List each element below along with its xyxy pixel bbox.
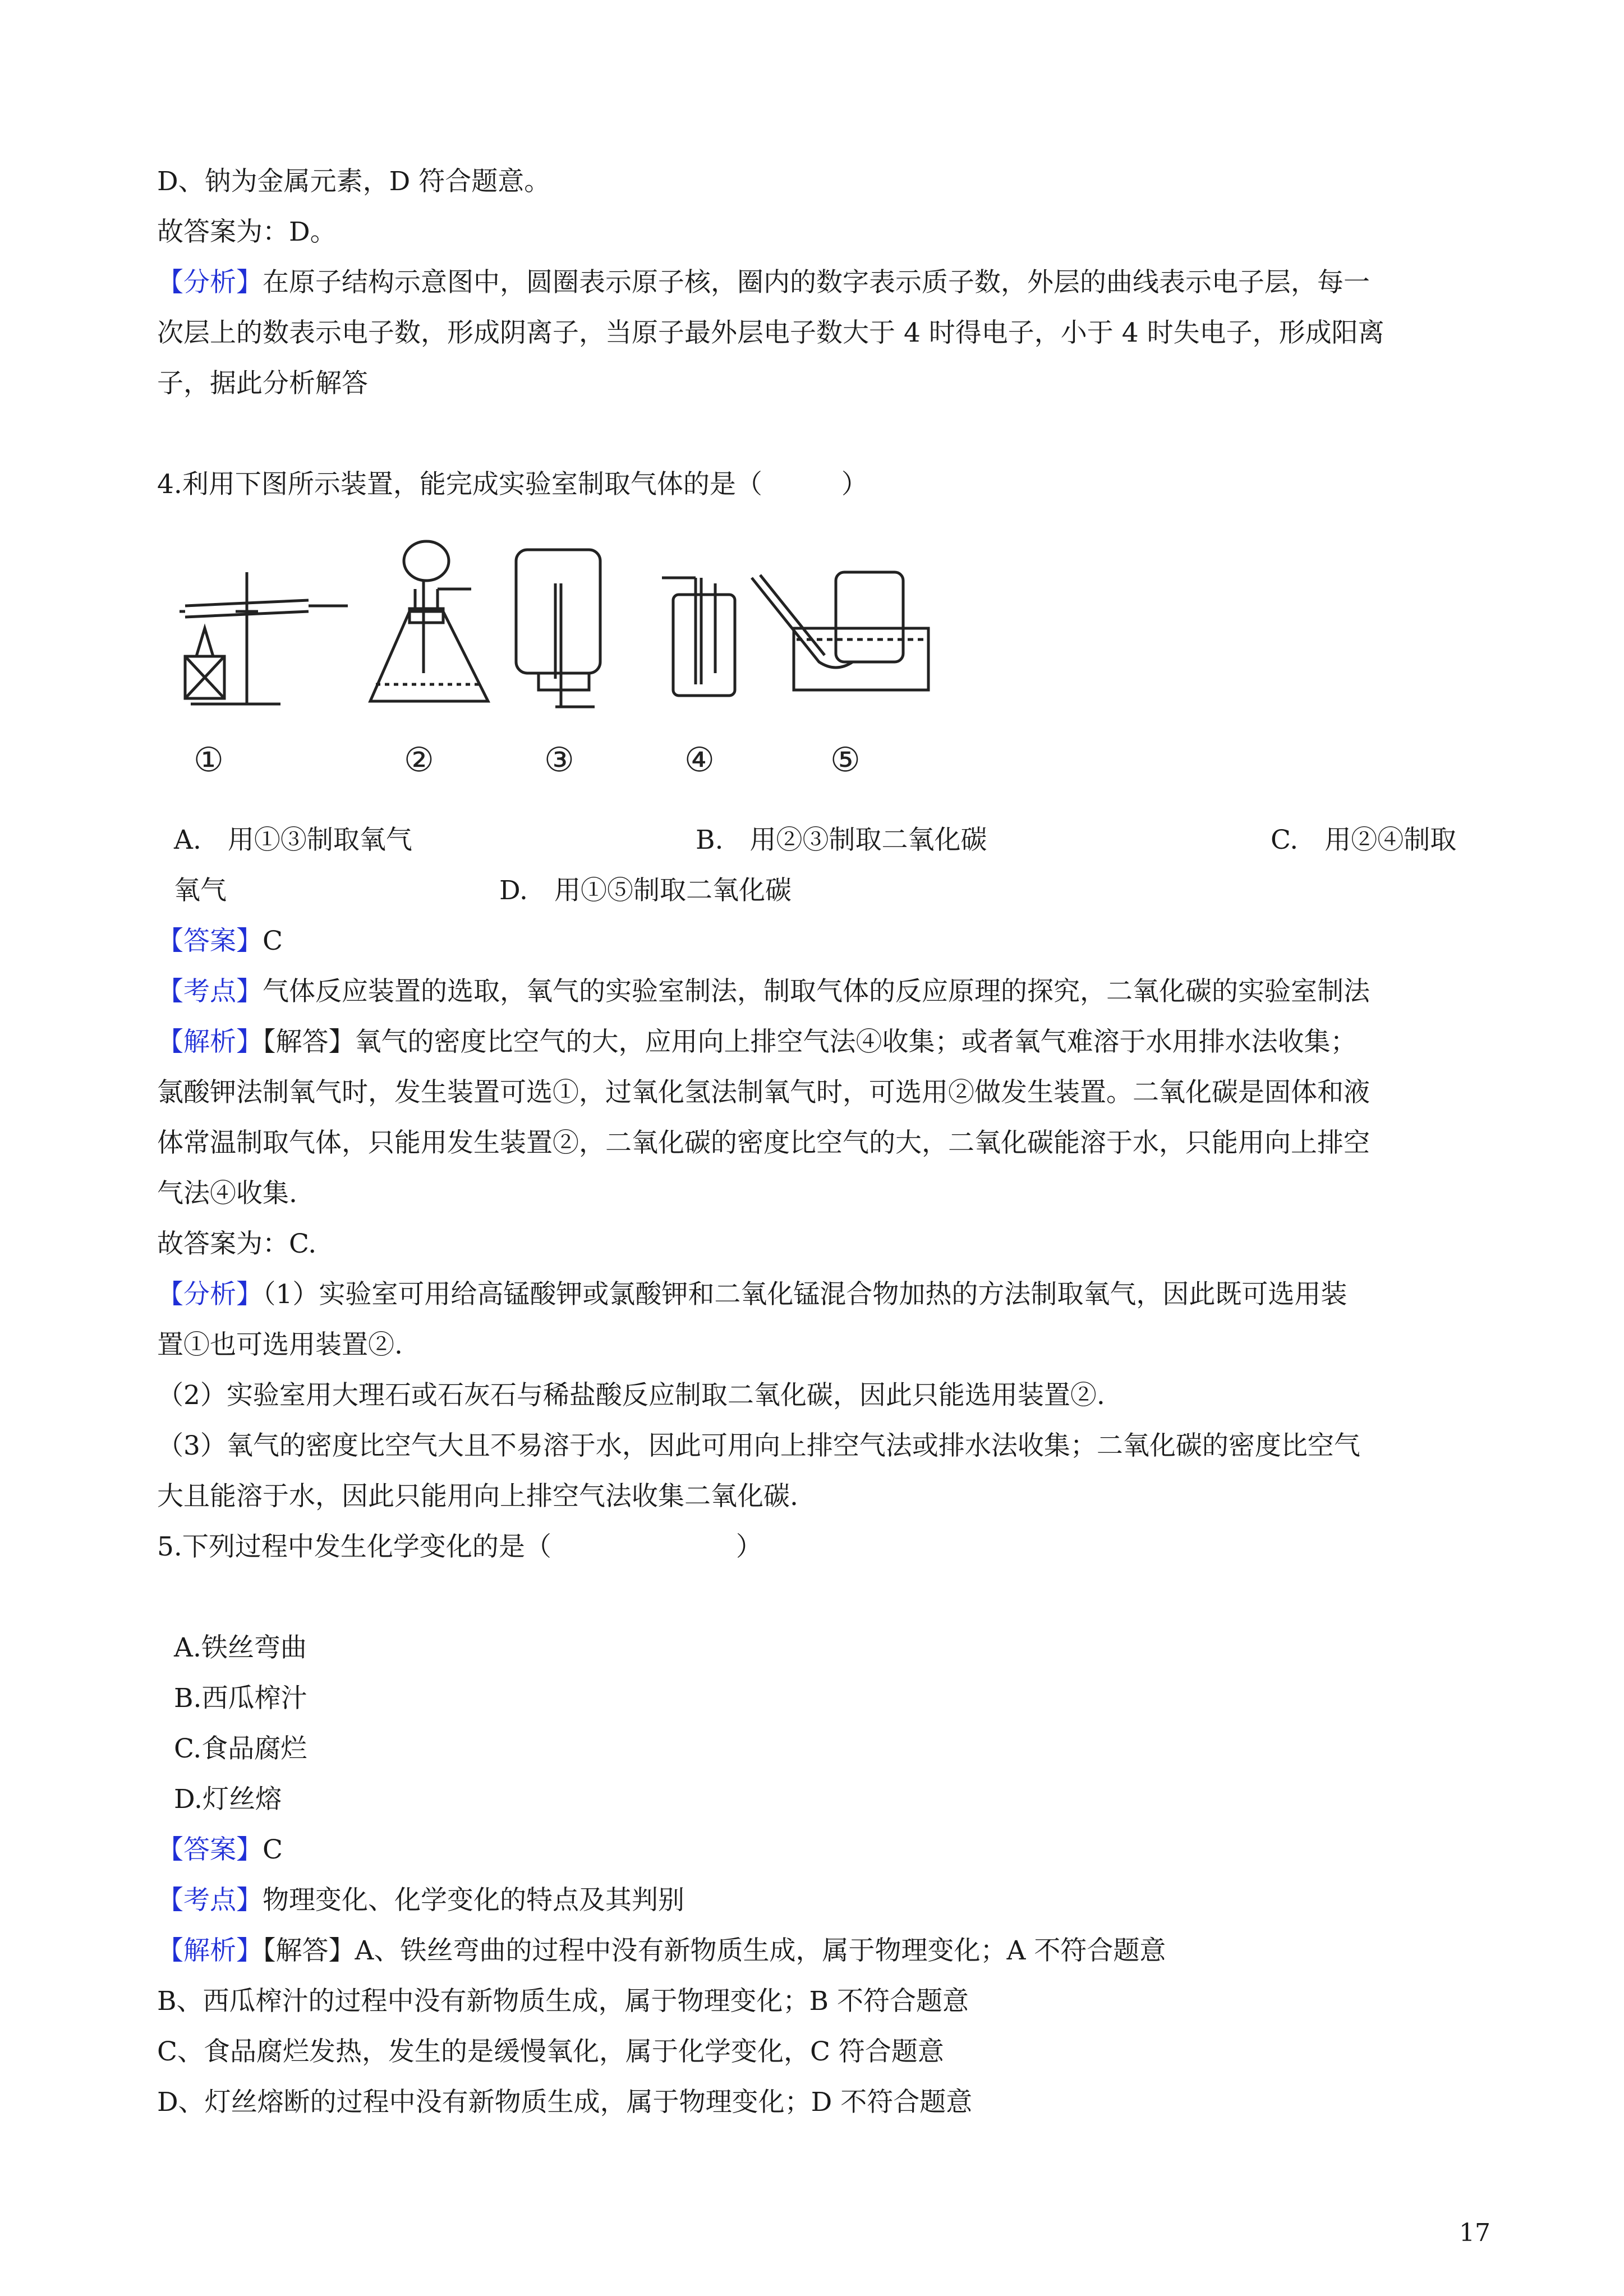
knowledge-point-tag: 【考点】: [157, 976, 263, 1007]
figure-label: ④: [684, 740, 715, 780]
answer-value: C: [263, 926, 283, 956]
knowledge-point-text: 气体反应装置的选取，氧气的实验室制法，制取气体的反应原理的探究，二氧化碳的实验室制法: [263, 976, 1370, 1007]
apparatus-4-gas-bottle: [662, 578, 735, 696]
page-number: 17: [1459, 2219, 1490, 2247]
apparatus-5-water-trough: [752, 572, 928, 690]
knowledge-point-tag: 【考点】: [157, 1885, 263, 1916]
text-line: B、西瓜榨汁的过程中没有新物质生成，属于物理变化；B 不符合题意: [157, 1986, 969, 2017]
answer-line: [157, 1834, 283, 1866]
answer-tag: 【答案】: [157, 1834, 263, 1865]
text-line: （2）实验室用大理石或石灰石与稀盐酸反应制取二氧化碳，因此只能选用装置②.: [157, 1380, 1105, 1411]
knowledge-point-line: [157, 1885, 684, 1916]
option-c: C. 用②④制取: [1271, 825, 1457, 855]
answer-value: C: [263, 1834, 283, 1865]
explanation-line: [157, 1935, 1166, 1967]
text-line: 置①也可选用装置②.: [157, 1329, 403, 1360]
text-line: D、灯丝熔断的过程中没有新物质生成，属于物理变化；D 不符合题意: [157, 2087, 973, 2118]
analysis-text: （1）实验室可用给高锰酸钾或氯酸钾和二氧化锰混合物加热的方法制取氧气，因此既可选用装: [263, 1279, 1347, 1310]
text-line: （3）氧气的密度比空气大且不易溶于水，因此可用向上排空气法或排水法收集；二氧化碳的密度比空气: [157, 1430, 1360, 1461]
explanation-tag: 【解析】: [157, 1027, 263, 1057]
figure-label: ⑤: [830, 740, 861, 780]
text-line: 故答案为：C.: [157, 1228, 317, 1259]
text-line: 故答案为：D。: [157, 217, 337, 247]
analysis-tag: 【分析】: [157, 267, 263, 298]
knowledge-point-text: 物理变化、化学变化的特点及其判别: [263, 1885, 684, 1916]
text-line: 次层上的数表示电子数，形成阴离子，当原子最外层电子数大于 4 时得电子，小于 4 时失电子，形成阳离: [157, 318, 1384, 348]
explanation-line: [157, 1027, 1357, 1058]
analysis-tag: 【分析】: [157, 1279, 263, 1310]
text-line: 子，据此分析解答: [157, 368, 368, 399]
option-a: A. 用①③制取氧气: [174, 825, 412, 855]
analysis-text: 在原子结构示意图中，圆圈表示原子核，圈内的数字表示质子数，外层的曲线表示电子层，每一: [263, 267, 1370, 298]
text-line: 气法④收集.: [157, 1178, 297, 1209]
figure-label: ③: [544, 740, 574, 780]
q5-option-b: B.西瓜榨汁: [174, 1683, 307, 1714]
option-b: B. 用②③制取二氧化碳: [696, 825, 987, 855]
q5-option-d: D.灯丝熔: [174, 1784, 282, 1815]
q5-option-a: A.铁丝弯曲: [174, 1632, 307, 1663]
question-4: 4.利用下图所示装置，能完成实验室制取气体的是（ ）: [157, 469, 868, 500]
apparatus-figure: [168, 527, 965, 808]
figure-label: ②: [404, 740, 434, 780]
option-c-cont: 氧气: [174, 875, 227, 906]
analysis-line: [157, 1279, 1347, 1310]
answer-line: [157, 926, 283, 957]
text-line: 氯酸钾法制氧气时，发生装置可选①，过氧化氢法制氧气时，可选用②做发生装置。二氧化碳是固体和液: [157, 1077, 1370, 1108]
explanation-text: 【解答】氧气的密度比空气的大，应用向上排空气法④收集；或者氧气难溶于水用排水法收集；: [263, 1027, 1357, 1057]
apparatus-1-heating-tube: [180, 572, 348, 704]
text-line: 体常温制取气体，只能用发生装置②，二氧化碳的密度比空气的大，二氧化碳能溶于水，只能用向上排空: [157, 1128, 1370, 1158]
text-line: C、食品腐烂发热，发生的是缓慢氧化，属于化学变化，C 符合题意: [157, 2036, 944, 2067]
knowledge-point-line: [157, 976, 1370, 1007]
analysis-line: [157, 267, 1370, 298]
explanation-text: 【解答】A、铁丝弯曲的过程中没有新物质生成，属于物理变化；A 不符合题意: [263, 1935, 1166, 1966]
explanation-tag: 【解析】: [157, 1935, 263, 1966]
figure-label: ①: [194, 740, 224, 780]
answer-tag: 【答案】: [157, 926, 263, 956]
apparatus-3-inverted-bottle: [516, 550, 600, 707]
q5-option-c: C.食品腐烂: [174, 1733, 307, 1764]
text-line: 大且能溶于水，因此只能用向上排空气法收集二氧化碳.: [157, 1481, 798, 1512]
apparatus-2-flask: [370, 541, 488, 701]
text-line: D、钠为金属元素，D 符合题意。: [157, 166, 551, 197]
option-d: D. 用①⑤制取二氧化碳: [499, 875, 792, 906]
question-5: 5.下列过程中发生化学变化的是（ ）: [157, 1531, 762, 1562]
